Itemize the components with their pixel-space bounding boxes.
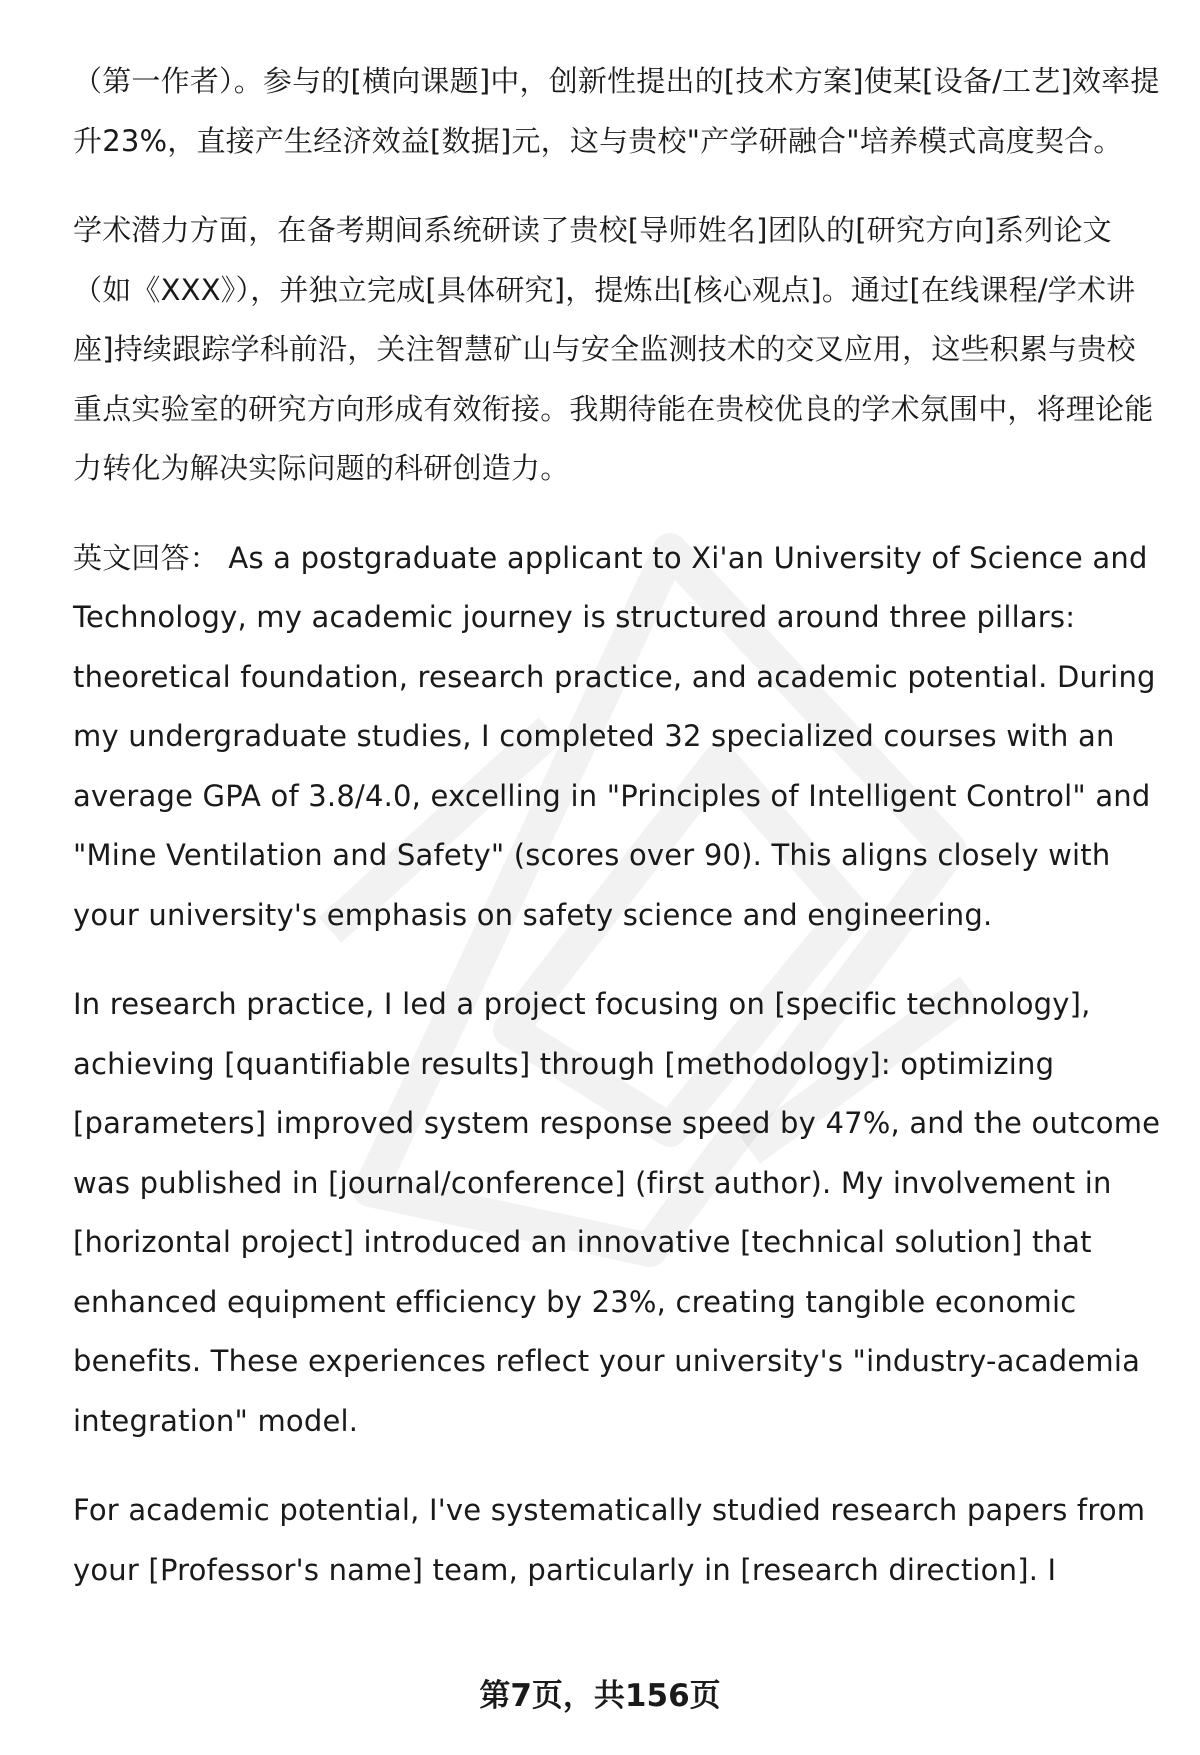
- page-number: 第7页，共156页: [479, 1678, 721, 1714]
- paragraph-2: 学术潜力方面，在备考期间系统研读了贵校[导师姓名]团队的[研究方向]系列论文（如《XXX》），并独立完成[具体研究]，提炼出[核心观点]。通过[在线课程/学术讲座]持续跟踪学科前沿，关注智慧矿山与安全监测技术的交叉应用，这些积累与贵校重点实验室的研究方向形成有效衔接。我期待能在贵校优良的学术氛围中，将理论能力转化为解决实际问题的科研创造力。: [73, 213, 1154, 485]
- document-body: [73, 52, 1163, 1630]
- paragraph-4: In research practice, I led a project focusing on [specific technology], achieving [quantifiable results] through [methodology]: optimizing [parameters] improved system response speed by 47%, and the outcome was published in [journal/conference] (first author). My involvement in [horizontal project] introduced an innovative [technical solution] that enhanced equipment efficiency by 23%, creating tangible economic benefits. These experiences reflect your university's "industry-academia integration" model.: [73, 987, 1161, 1438]
- paragraph-1: （第一作者）。参与的[横向课题]中，创新性提出的[技术方案]使某[设备/工艺]效率提升23%，直接产生经济效益[数据]元，这与贵校"产学研融合"培养模式高度契合。: [73, 64, 1160, 158]
- paragraph-5: For academic potential, I've systematically studied research papers from your [Professor's name] team, particularly in [research direction]. I: [73, 1493, 1146, 1587]
- paragraph-3: 英文回答： As a postgraduate applicant to Xi'an University of Science and Technology, my academic journey is structured around three pillars: theoretical foundation, research practice, and academic potential. During my undergraduate studies, I completed 32 specialized courses with an average GPA of 3.8/4.0, excelling in "Principles of Intelligent Control" and "Mine Ventilation and Safety" (scores over 90). This aligns closely with your university's emphasis on safety science and engineering.: [73, 540, 1156, 932]
